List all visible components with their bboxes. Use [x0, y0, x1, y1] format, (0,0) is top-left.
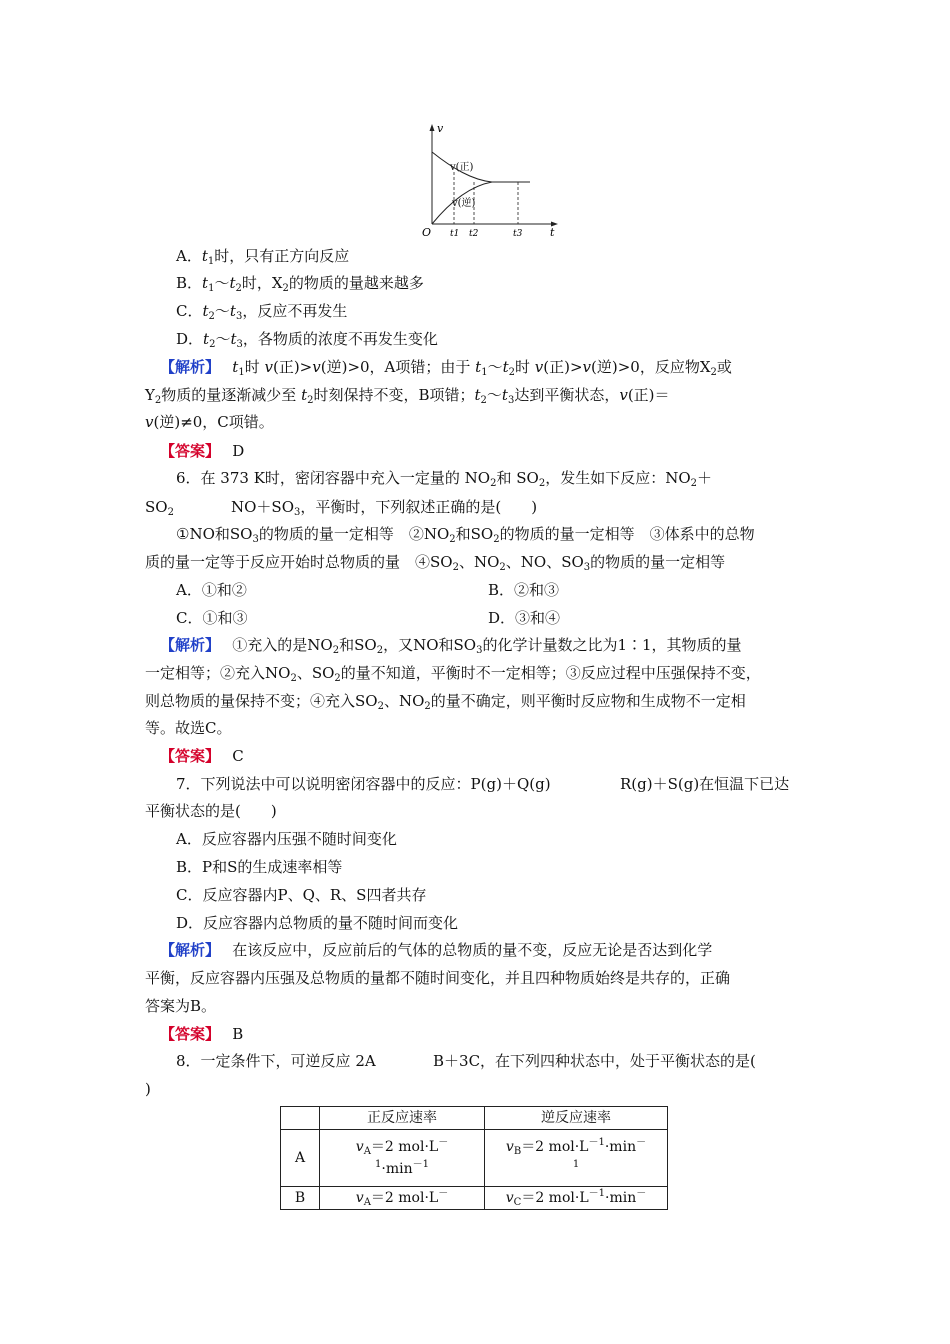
q5-analysis-line-2: $Y_2$物质的量逐渐减少至 $t_2$时刻保持不变，B项错；$t_2\sim t_3$达到平衡状态，v(正)＝ — [145, 386, 670, 406]
q8-rate-table — [280, 1106, 668, 1210]
q5-analysis-line-3: v(逆)≠0，C项错。 — [145, 413, 274, 431]
q6-analysis-line-3: 则总物质的量保持不变；④充入$SO_2$、$NO_2$的量不确定，则平衡时反应物和生成物不一定相 — [145, 692, 746, 712]
q6-stem-line-2b: $NO+SO_3$，平衡时，下列叙述正确的是( ) — [231, 498, 538, 518]
q5-analysis-line-1: 【解析】 $t_1$时 v(正)>v(逆)>0，A项错；由于 $t_1\sim t_2$时 v(正)>v(逆)>0，反应物$X_2$或 — [160, 358, 732, 378]
q6-option-a: A．①和② — [176, 581, 247, 599]
q6-analysis-line-1: 【解析】 ①充入的是$NO_2$和$SO_2$，又NO和$SO_3$的化学计量数之比为1∶1，其物质的量 — [160, 636, 742, 656]
q8-stem-line-1b: B＋3C，在下列四种状态中，处于平衡状态的是( — [433, 1052, 756, 1070]
q6-option-c: C．①和③ — [176, 609, 248, 627]
t3-tick-label: t3 — [513, 229, 523, 239]
q7-stem-line-1b: R(g)＋S(g)在恒温下已达 — [620, 775, 790, 793]
q6-stem-line-1: 6．在 373 K时，密闭容器中充入一定量的 $NO_2$和 $SO_2$，发生如下反应：$NO_2+$ — [176, 469, 713, 489]
origin-label: O — [422, 226, 432, 239]
reverse-rate-cell: $v_C=2$ $mol\cdot L^{-1}\cdot\min^-$ — [485, 1187, 668, 1210]
row-label: A — [281, 1130, 320, 1187]
q6-option-d: D．③和④ — [488, 609, 561, 627]
q8-stem-line-2: ) — [145, 1080, 151, 1098]
table-header-cell: 正反应速率 — [320, 1107, 485, 1130]
q7-option-c: C．反应容器内P、Q、R、S四者共存 — [176, 886, 427, 904]
analysis-tag: 【解析】 — [160, 358, 213, 376]
forward-rate-curve — [432, 152, 530, 182]
table-row — [281, 1130, 668, 1187]
table-row — [281, 1187, 668, 1210]
answer-tag: 【答案】 — [160, 747, 213, 765]
x-axis-label: t — [550, 226, 555, 239]
q5-answer: 【答案】 D — [160, 442, 245, 460]
analysis-tag: 【解析】 — [160, 941, 213, 959]
q7-analysis-line-3: 答案为B。 — [145, 997, 217, 1015]
q6-analysis-line-2: 一定相等；②充入$NO_2$、$SO_2$的量不知道，平衡时不一定相等；③反应过程中压强保持不变， — [145, 664, 761, 684]
forward-rate-cell: $v_A=2$ mol·L－ — [320, 1187, 485, 1210]
table-header-row — [281, 1107, 668, 1130]
q5-option-c: C．$t_2\sim t_3$，反应不再发生 — [176, 302, 348, 322]
q6-stem-line-4: 质的量一定等于反应开始时总物质的量 $④SO_2$、$NO_2$、NO、$SO_3$的物质的量一定相等 — [145, 553, 726, 573]
reverse-rate-cell: $v_B=2$ $mol\cdot L^{-1}\cdot\min^-$ $^1$ — [485, 1130, 668, 1187]
forward-curve-label: v(正) — [450, 162, 474, 173]
q6-stem-line-3: ①NO和$SO_3$的物质的量一定相等 $②NO_2$和$SO_2$的物质的量一定相等 ③体系中的总物 — [176, 525, 755, 545]
q7-option-b: B．P和S的生成速率相等 — [176, 858, 343, 876]
q5-option-d: D．$t_2\sim t_3$，各物质的浓度不再发生变化 — [176, 330, 438, 350]
q7-answer: 【答案】 B — [160, 1025, 244, 1043]
q7-stem-line-1a: 7．下列说法中可以说明密闭容器中的反应：P(g)＋Q(g) — [176, 775, 551, 793]
forward-rate-cell: $v_A=2$ mol·L－ $^1\cdot\min^{-1}$ — [320, 1130, 485, 1187]
y-axis-label: v — [437, 122, 444, 135]
q7-analysis-line-1: 【解析】 在该反应中，反应前后的气体的总物质的量不变，反应无论是否达到化学 — [160, 941, 713, 959]
table-header-cell: 逆反应速率 — [485, 1107, 668, 1130]
q6-answer: 【答案】 C — [160, 747, 244, 765]
q7-option-d: D．反应容器内总物质的量不随时间而变化 — [176, 914, 459, 932]
q6-option-b: B．②和③ — [488, 581, 560, 599]
row-label: B — [281, 1187, 320, 1210]
q5-option-b: B．$t_1\sim t_2$时，$X_2$的物质的量越来越多 — [176, 274, 424, 294]
table-header-cell — [281, 1107, 320, 1130]
t2-tick-label: t2 — [469, 229, 479, 239]
q5-option-a: A．$t_1$时，只有正方向反应 — [176, 247, 350, 267]
analysis-tag: 【解析】 — [160, 636, 213, 654]
q6-stem-line-2a: $SO_2$ — [145, 498, 174, 518]
reverse-curve-label: v(逆) — [452, 198, 476, 209]
q8-stem-line-1a: 8．一定条件下，可逆反应 2A — [176, 1052, 376, 1070]
answer-tag: 【答案】 — [160, 442, 213, 460]
t1-tick-label: t1 — [450, 229, 460, 239]
q7-stem-line-2: 平衡状态的是( ) — [145, 802, 277, 820]
y-axis-arrow — [430, 124, 435, 131]
q7-analysis-line-2: 平衡，反应容器内压强及总物质的量都不随时间变化，并且四种物质始终是共存的，正确 — [145, 969, 731, 987]
q7-option-a: A．反应容器内压强不随时间变化 — [176, 830, 397, 848]
q6-analysis-line-4: 等。故选C。 — [145, 719, 232, 737]
velocity-time-graph — [422, 122, 562, 240]
answer-tag: 【答案】 — [160, 1025, 213, 1043]
